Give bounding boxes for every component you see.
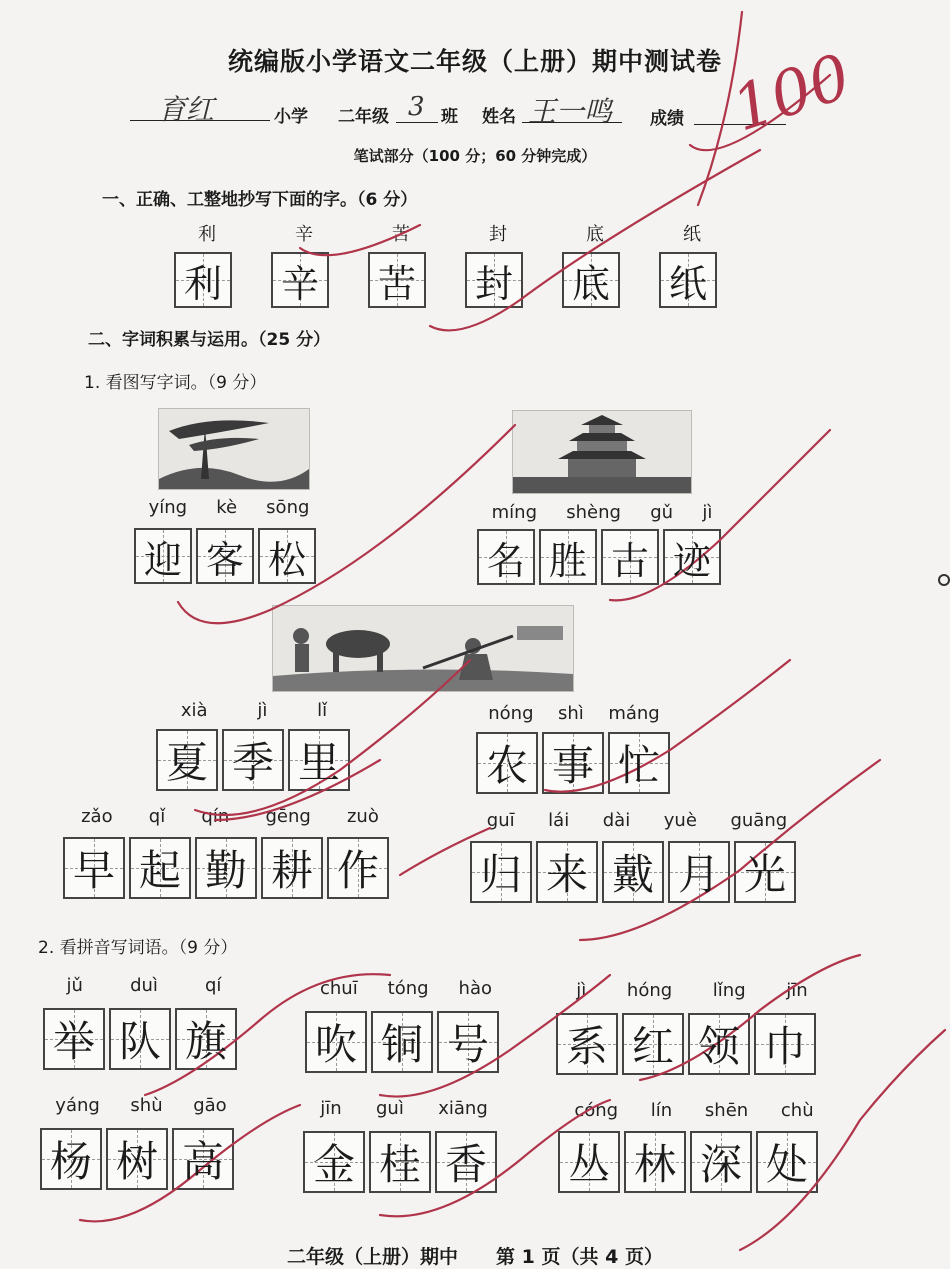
pinyin: lǐng xyxy=(712,980,746,1001)
writing-box: 迹 xyxy=(663,529,721,585)
writing-box: 里 xyxy=(288,729,350,791)
school-field xyxy=(130,90,270,126)
writing-box: 铜 xyxy=(371,1011,433,1073)
writing-box: 杨 xyxy=(40,1128,102,1190)
writing-box: 松 xyxy=(258,528,316,584)
pinyin: cóng xyxy=(574,1100,619,1121)
q2-group-jinguixiang xyxy=(303,1098,505,1193)
q2-group-jihonglingjin xyxy=(556,980,828,1075)
pinyin: jì xyxy=(702,502,713,523)
writing-box: 高 xyxy=(172,1128,234,1190)
writing-box: 深 xyxy=(690,1131,752,1193)
class-handwritten: 3 xyxy=(408,92,425,122)
pinyin: hóng xyxy=(626,980,673,1001)
q1-group-guilaidaiyueguang xyxy=(470,810,804,903)
pinyin: shèng xyxy=(566,502,621,523)
page-title: 统编版小学语文二年级（上册）期中测试卷 xyxy=(227,47,722,76)
writing-box: 举 xyxy=(43,1008,105,1070)
pinyin: tóng xyxy=(387,978,429,999)
writing-box: 队 xyxy=(109,1008,171,1070)
school-handwritten: 育红 xyxy=(158,93,215,126)
registration-mark-icon xyxy=(938,574,950,586)
prompt-char: 纸 xyxy=(683,224,701,245)
writing-box: 起 xyxy=(129,837,191,899)
writing-box: 勤 xyxy=(195,837,257,899)
pinyin: jì xyxy=(576,980,587,1001)
writing-box: 早 xyxy=(63,837,125,899)
farming-illustration xyxy=(272,605,574,692)
page-footer: 二年级（上册）期中 第 1 页（共 4 页） xyxy=(287,1246,663,1268)
writing-box: 耕 xyxy=(261,837,323,899)
writing-box: 农 xyxy=(476,732,538,794)
writing-box: 胜 xyxy=(539,529,597,585)
pinyin: qǐ xyxy=(148,806,166,827)
pinyin: xiāng xyxy=(438,1098,488,1119)
writing-box: 纸 xyxy=(659,252,717,308)
writing-box: 夏 xyxy=(156,729,218,791)
writing-box: 戴 xyxy=(602,841,664,903)
school-suffix: 小学 xyxy=(274,107,308,127)
q2-group-yangshugao xyxy=(40,1095,242,1190)
q1-group-zaoqiqingengzuo xyxy=(63,806,397,899)
writing-box: 系 xyxy=(556,1013,618,1075)
writing-box: 吹 xyxy=(305,1011,367,1073)
class-suffix: 班 xyxy=(441,107,458,127)
pinyin: kè xyxy=(216,497,238,518)
pinyin: lái xyxy=(548,810,570,831)
pinyin: jīn xyxy=(786,980,808,1001)
exam-subtitle: 笔试部分（100 分；60 分钟完成） xyxy=(353,147,597,165)
writing-box: 迎 xyxy=(134,528,192,584)
score-handwritten: 100 xyxy=(723,39,859,146)
prompt-char: 利 xyxy=(198,224,216,245)
pinyin: nóng xyxy=(488,703,534,724)
section1-heading: 一、正确、工整地抄写下面的字。（6 分） xyxy=(102,190,418,210)
pinyin: jǔ xyxy=(66,975,83,996)
name-handwritten: 王一鸣 xyxy=(528,95,613,128)
pinyin: jīn xyxy=(320,1098,342,1119)
prompt-char: 苦 xyxy=(392,224,410,245)
pinyin: hào xyxy=(458,978,492,999)
pinyin: guī xyxy=(486,810,515,831)
pinyin: shì xyxy=(558,703,584,724)
pinyin: gāo xyxy=(193,1095,227,1116)
prompt-char: 封 xyxy=(489,224,507,245)
grade-label: 二年级 xyxy=(338,107,389,127)
pine-tree-illustration xyxy=(158,408,310,490)
pinyin: máng xyxy=(608,703,660,724)
writing-box: 来 xyxy=(536,841,598,903)
pinyin: guì xyxy=(376,1098,404,1119)
q1-heading: 1. 看图写字词。（9 分） xyxy=(84,373,267,393)
writing-box: 领 xyxy=(688,1013,750,1075)
writing-box: 月 xyxy=(668,841,730,903)
pinyin: yuè xyxy=(663,810,697,831)
class-field xyxy=(396,92,438,123)
pinyin: zǎo xyxy=(81,806,113,827)
pinyin: guāng xyxy=(730,810,788,831)
q1-group-mingshengguji xyxy=(477,502,727,585)
q1-group-nongshimang xyxy=(476,703,672,794)
writing-box: 事 xyxy=(542,732,604,794)
writing-box: 名 xyxy=(477,529,535,585)
writing-box: 季 xyxy=(222,729,284,791)
writing-box: 古 xyxy=(601,529,659,585)
writing-box: 归 xyxy=(470,841,532,903)
name-field xyxy=(522,94,622,128)
writing-box: 辛 xyxy=(271,252,329,308)
pinyin: shù xyxy=(130,1095,163,1116)
writing-box: 封 xyxy=(465,252,523,308)
writing-box: 树 xyxy=(106,1128,168,1190)
q2-group-chuitonghao xyxy=(305,978,507,1073)
writing-box: 香 xyxy=(435,1131,497,1193)
q2-group-conglinshenchu xyxy=(558,1100,830,1193)
pinyin: gǔ xyxy=(650,502,674,523)
writing-box: 桂 xyxy=(369,1131,431,1193)
pinyin: lǐ xyxy=(317,700,328,721)
q1-group-yingkesong xyxy=(134,497,324,584)
writing-box: 光 xyxy=(734,841,796,903)
writing-box: 客 xyxy=(196,528,254,584)
writing-box: 苦 xyxy=(368,252,426,308)
pinyin: lín xyxy=(650,1100,673,1121)
q2-group-juduiqi xyxy=(43,975,245,1070)
section2-heading: 二、字词积累与运用。（25 分） xyxy=(88,330,331,350)
writing-box: 利 xyxy=(174,252,232,308)
pinyin: míng xyxy=(491,502,537,523)
writing-box: 丛 xyxy=(558,1131,620,1193)
prompt-char: 辛 xyxy=(295,224,313,245)
pinyin: yáng xyxy=(55,1095,100,1116)
writing-box: 红 xyxy=(622,1013,684,1075)
pinyin: shēn xyxy=(704,1100,749,1121)
pinyin: xià xyxy=(180,700,208,721)
writing-box: 林 xyxy=(624,1131,686,1193)
writing-box: 旗 xyxy=(175,1008,237,1070)
name-label: 姓名 xyxy=(482,107,516,127)
pinyin: dài xyxy=(602,810,631,831)
pinyin: chuī xyxy=(319,978,358,999)
q2-heading: 2. 看拼音写词语。（9 分） xyxy=(38,938,238,958)
pinyin: jì xyxy=(257,700,268,721)
writing-box: 作 xyxy=(327,837,389,899)
prompt-char: 底 xyxy=(586,224,604,245)
section1-prompt-chars xyxy=(177,220,722,246)
pinyin: duì xyxy=(130,975,158,996)
writing-box: 巾 xyxy=(754,1013,816,1075)
pinyin: qín xyxy=(201,806,230,827)
pinyin: qí xyxy=(205,975,222,996)
score-label: 成绩 xyxy=(650,109,684,129)
writing-box: 金 xyxy=(303,1131,365,1193)
writing-box: 号 xyxy=(437,1011,499,1073)
section1-answer-boxes xyxy=(174,252,717,308)
writing-box: 处 xyxy=(756,1131,818,1193)
pinyin: yíng xyxy=(148,497,188,518)
q1-group-xiajili xyxy=(156,700,352,791)
writing-box: 底 xyxy=(562,252,620,308)
pinyin: sōng xyxy=(266,497,310,518)
pinyin: gēng xyxy=(265,806,311,827)
writing-box: 忙 xyxy=(608,732,670,794)
pavilion-illustration xyxy=(512,410,692,494)
pinyin: zuò xyxy=(346,806,379,827)
pinyin: chù xyxy=(780,1100,814,1121)
